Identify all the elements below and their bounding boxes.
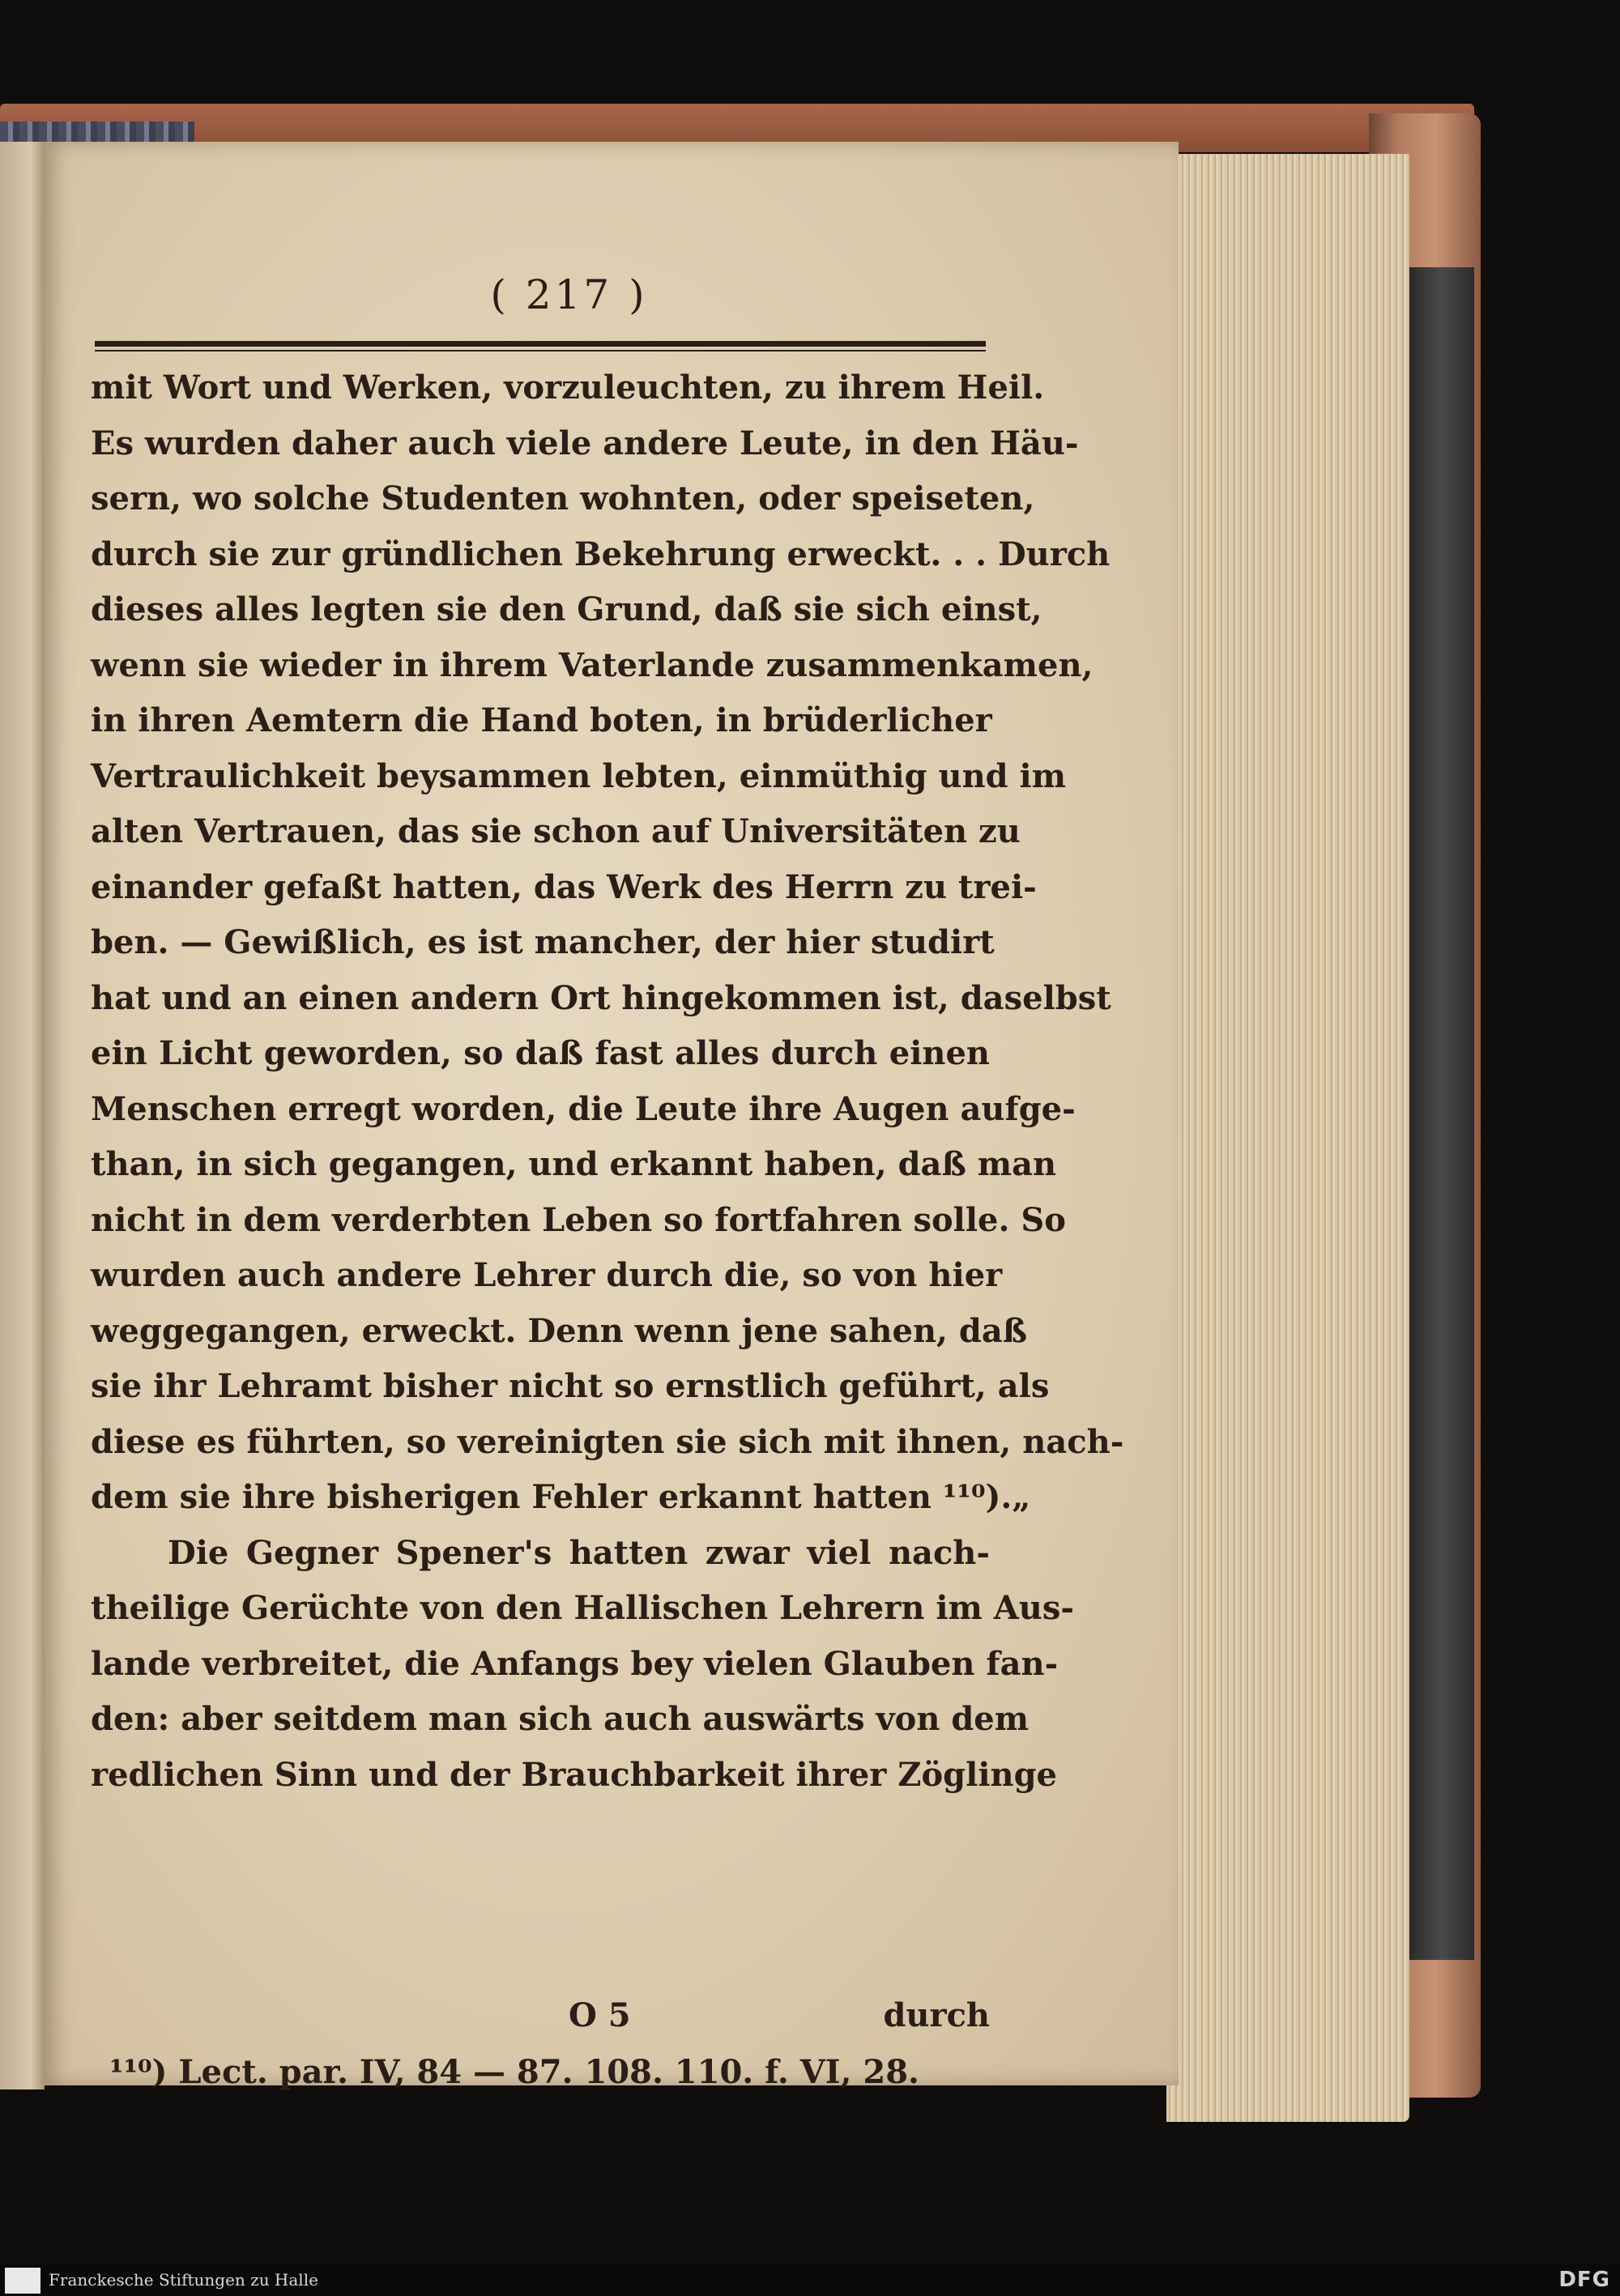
text-line: redlichen Sinn und der Brauchbarkeit ihrer Zöglinge [91, 1755, 1058, 1794]
text-line: alten Vertrauen, das sie schon auf Universitäten zu [91, 812, 1021, 850]
text-line: den: aber seitdem man sich auch auswärts von dem [91, 1700, 1030, 1738]
text-line: sern, wo solche Studenten wohnten, oder speiseten, [91, 479, 1035, 518]
header-rule-thin [95, 350, 986, 351]
text-line: hat und an einen andern Ort hingekommen ist, daselbst [91, 978, 1111, 1017]
text-line: durch sie zur gründlichen Bekehrung erweckt. . . Durch [91, 535, 1111, 573]
header-rule [95, 341, 986, 347]
credit-text: Franckesche Stiftungen zu Halle [49, 2270, 318, 2290]
footnote: ¹¹⁰) Lect. par. IV, 84 — 87. 108. 110. f. VI, 28. [109, 2053, 919, 2091]
text-line: diese es führten, so vereinigten sie sich mit ihnen, nach- [91, 1422, 1124, 1461]
text-line: in ihren Aemtern die Hand boten, in brüderlicher [91, 701, 992, 739]
spine-strip [0, 121, 194, 144]
text-line: dem sie ihre bisherigen Fehler erkannt hatten ¹¹⁰).„ [91, 1478, 1031, 1516]
institution-logo-icon [5, 2268, 40, 2294]
page-header: ( 217 ) [490, 271, 648, 318]
page-edges [1166, 154, 1409, 2122]
text-line: einander gefaßt hatten, das Werk des Herrn zu trei- [91, 867, 1037, 906]
book-cover-cloth [1409, 267, 1474, 1960]
text-line: than, in sich gegangen, und erkannt haben, daß man [91, 1145, 1057, 1183]
page-content [45, 142, 1179, 2091]
text-line: dieses alles legten sie den Grund, daß sie sich einst, [91, 590, 1042, 628]
text-line: wenn sie wieder in ihrem Vaterlande zusammenkamen, [91, 645, 1094, 684]
text-line: ben. — Gewißlich, es ist mancher, der hier studirt [91, 923, 995, 961]
signature-mark: O 5 [569, 1996, 631, 2034]
text-line: nicht in dem verderbten Leben so fortfahren solle. So [91, 1200, 1066, 1239]
text-line: ein Licht geworden, so daß fast alles durch einen [91, 1034, 990, 1072]
text-line: mit Wort und Werken, vorzuleuchten, zu ihrem Heil. [91, 368, 1045, 407]
catchword: durch [883, 1996, 990, 2034]
text-line: sie ihr Lehramt bisher nicht so ernstlich geführt, als [91, 1367, 1050, 1405]
page-footer [91, 1996, 990, 2051]
text-line: weggegangen, erweckt. Denn wenn jene sahen, daß [91, 1311, 1028, 1350]
text-line: Vertraulichkeit beysammen lebten, einmüthig und im [91, 756, 1067, 795]
text-line: theilige Gerüchte von den Hallischen Lehrern im Aus- [91, 1589, 1075, 1627]
left-page-edge [0, 142, 45, 2089]
body-text [91, 360, 1124, 1803]
text-line: Menschen erregt worden, die Leute ihre Augen aufge- [91, 1089, 1076, 1128]
dfg-logo: DFG [1558, 2268, 1610, 2292]
text-line: Die Gegner Spener's hatten zwar viel nach- [168, 1533, 990, 1572]
text-line: wurden auch andere Lehrer durch die, so von hier [91, 1256, 1003, 1294]
text-line: Es wurden daher auch viele andere Leute, in den Häu- [91, 424, 1079, 462]
text-line: lande verbreitet, die Anfangs bey vielen Glauben fan- [91, 1644, 1059, 1683]
